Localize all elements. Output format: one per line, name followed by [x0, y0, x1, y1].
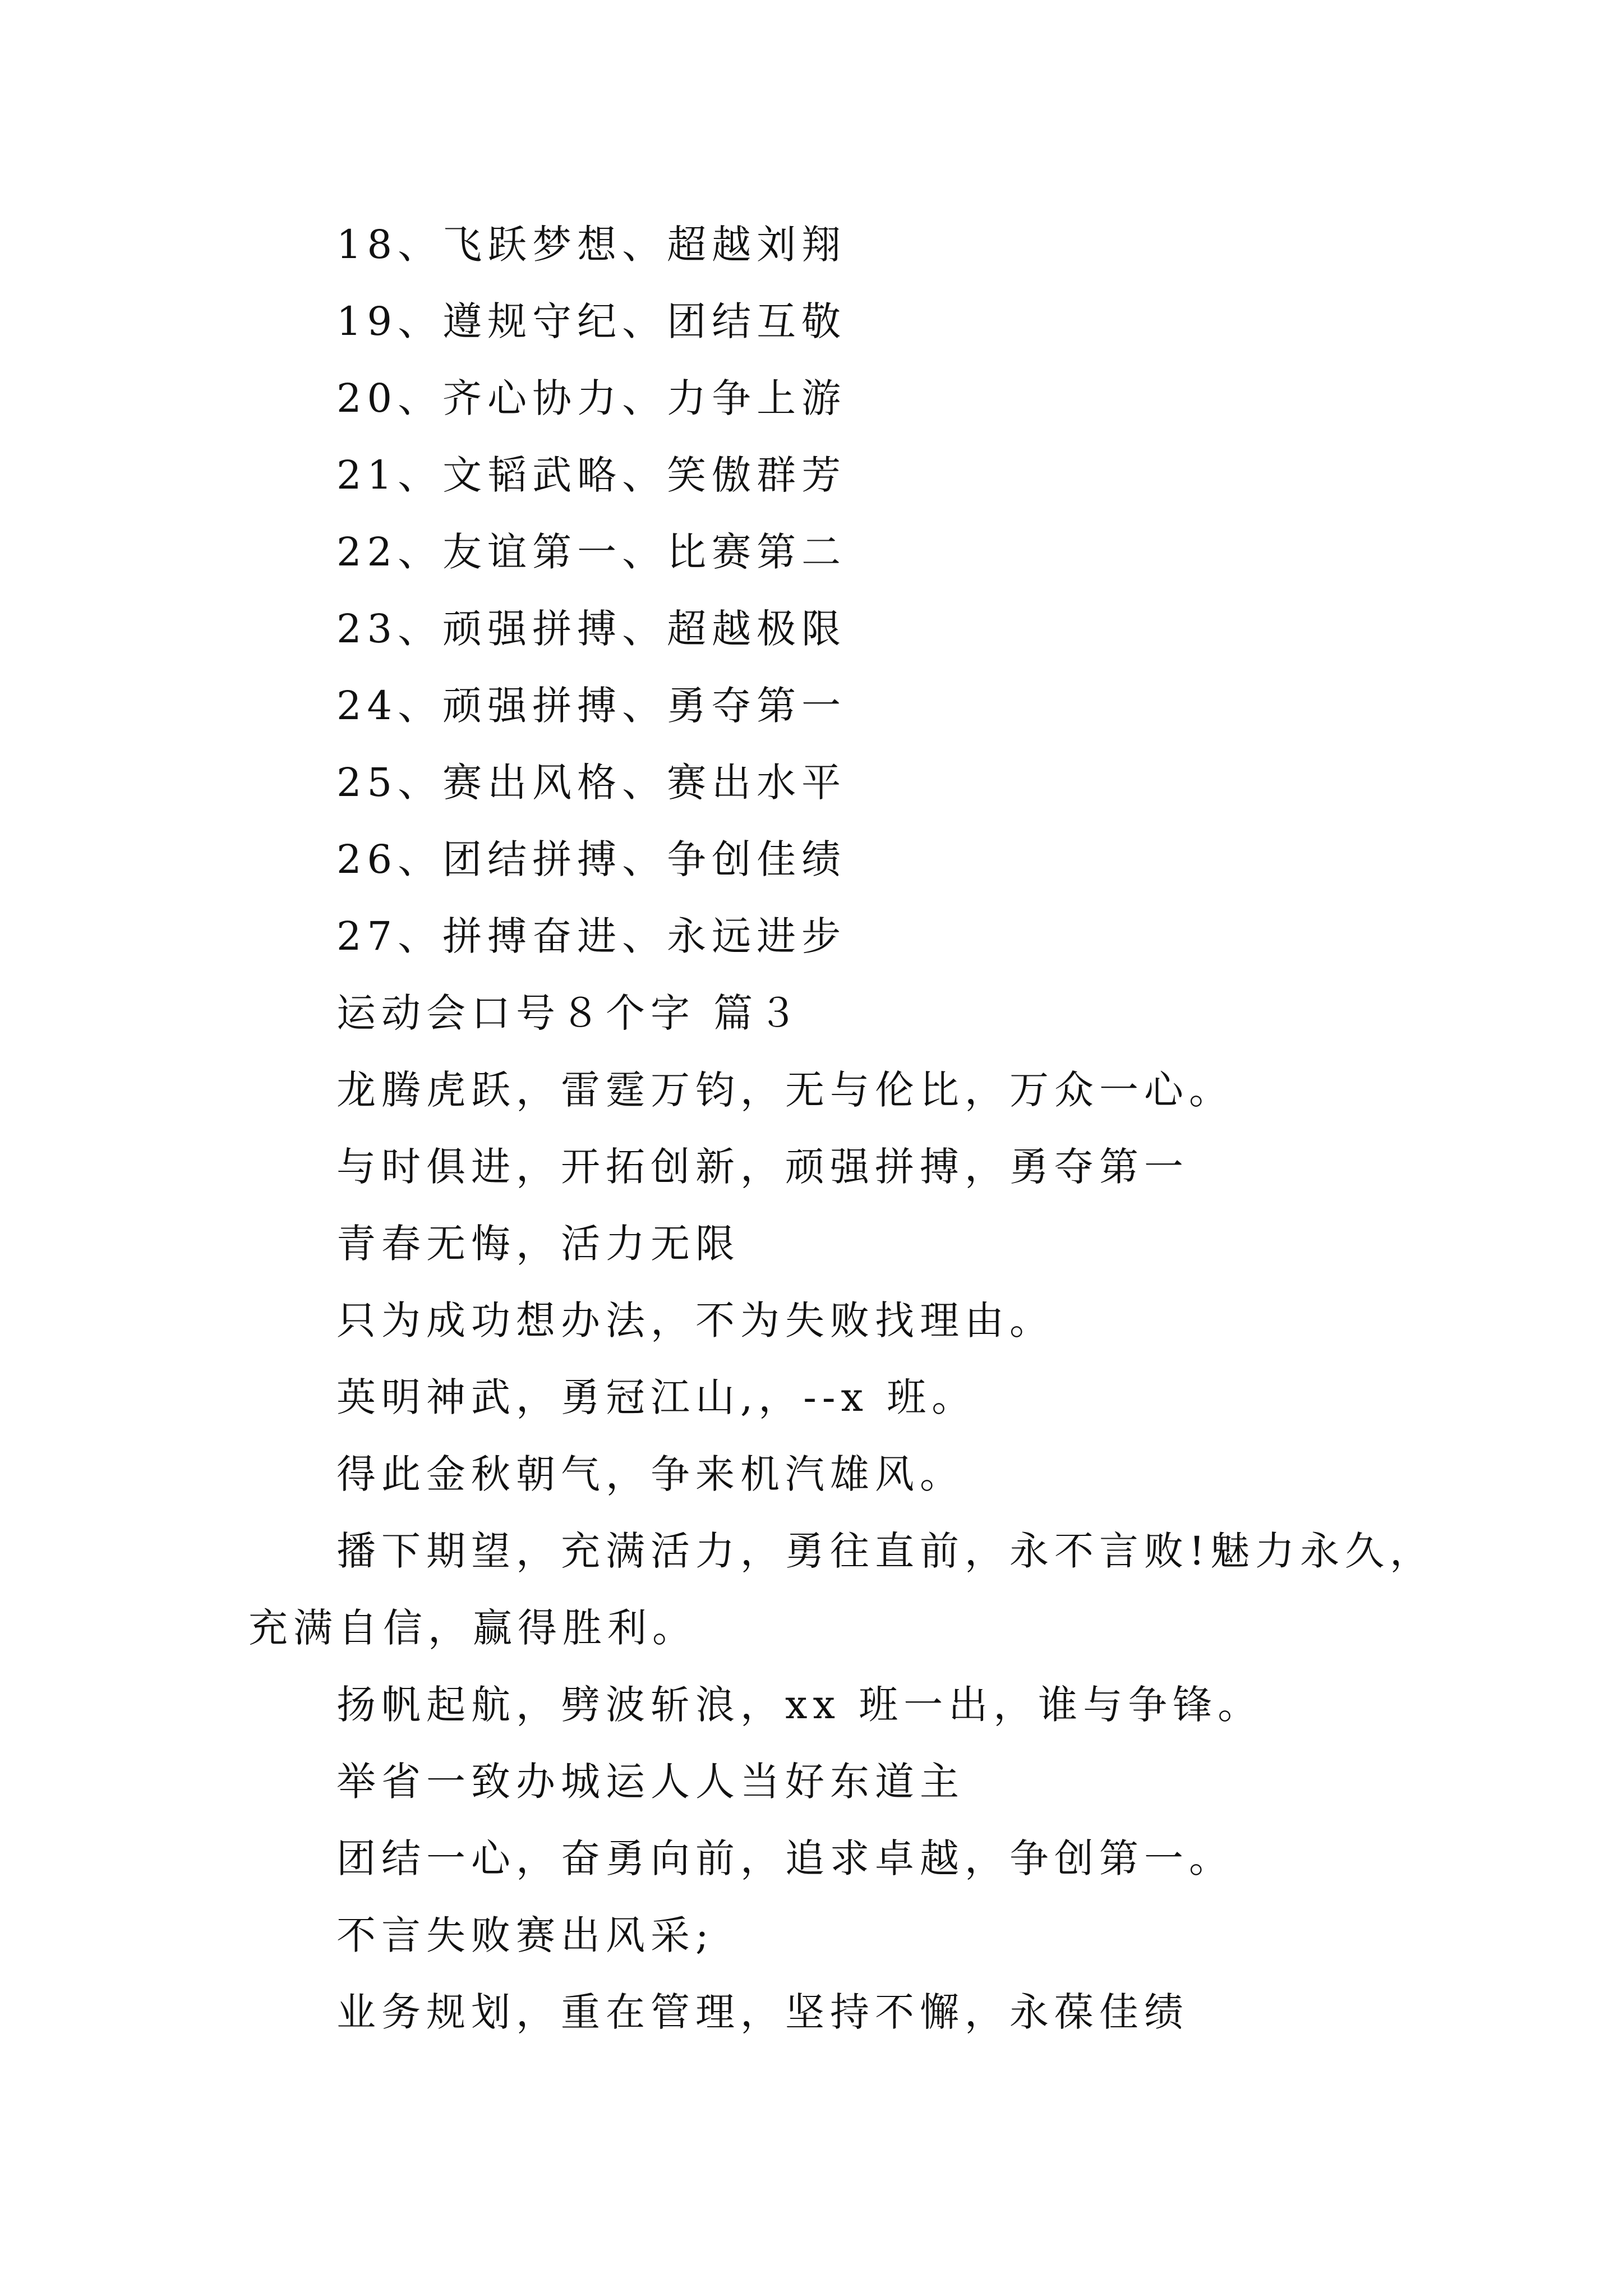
slogan-line: 英明神武，勇冠江山,，--x 班。 — [336, 1374, 977, 1420]
list-item-24: 24、顽强拼搏、勇夺第一 — [336, 683, 847, 729]
list-item-18: 18、飞跃梦想、超越刘翔 — [336, 222, 847, 268]
list-item-26: 26、团结拼搏、争创佳绩 — [336, 836, 847, 882]
document-body — [248, 206, 1471, 2051]
slogan-line: 不言失败赛出风采; — [336, 1912, 714, 1958]
slogan-line: 青春无悔，活力无限 — [336, 1221, 740, 1267]
slogan-line: 得此金秋朝气，争来机汽雄风。 — [336, 1451, 965, 1497]
list-item-27: 27、拼搏奋进、永远进步 — [336, 913, 847, 959]
list-item-22: 22、友谊第一、比赛第二 — [336, 529, 847, 575]
slogan-line: 扬帆起航，劈波斩浪，xx 班一出，谁与争锋。 — [336, 1682, 1263, 1728]
slogan-line: 与时俱进，开拓创新，顽强拼搏，勇夺第一 — [336, 1144, 1189, 1190]
list-item-25: 25、赛出风格、赛出水平 — [336, 760, 847, 806]
list-item-21: 21、文韬武略、笑傲群芳 — [336, 452, 847, 498]
slogan-line: 龙腾虎跃，雷霆万钧，无与伦比，万众一心。 — [336, 1067, 1234, 1113]
slogan-line: 业务规划，重在管理，坚持不懈，永葆佳绩 — [336, 1989, 1189, 2035]
long-slogan-paragraph: 播下期望，充满活力，勇往直前，永不言败!魅力永久，充满自信，赢得胜利。 — [248, 1528, 1435, 1651]
slogan-line: 团结一心，奋勇向前，追求卓越，争创第一。 — [336, 1835, 1234, 1881]
slogan-line: 举省一致办城运人人当好东道主 — [336, 1759, 965, 1805]
list-item-19: 19、遵规守纪、团结互敬 — [336, 298, 847, 344]
slogan-line: 只为成功想办法，不为失败找理由。 — [336, 1297, 1054, 1343]
list-item-20: 20、齐心协力、力争上游 — [336, 375, 847, 421]
list-item-23: 23、顽强拼搏、超越极限 — [336, 606, 847, 652]
section-heading: 运动会口号８个字 篇３ — [336, 990, 804, 1036]
